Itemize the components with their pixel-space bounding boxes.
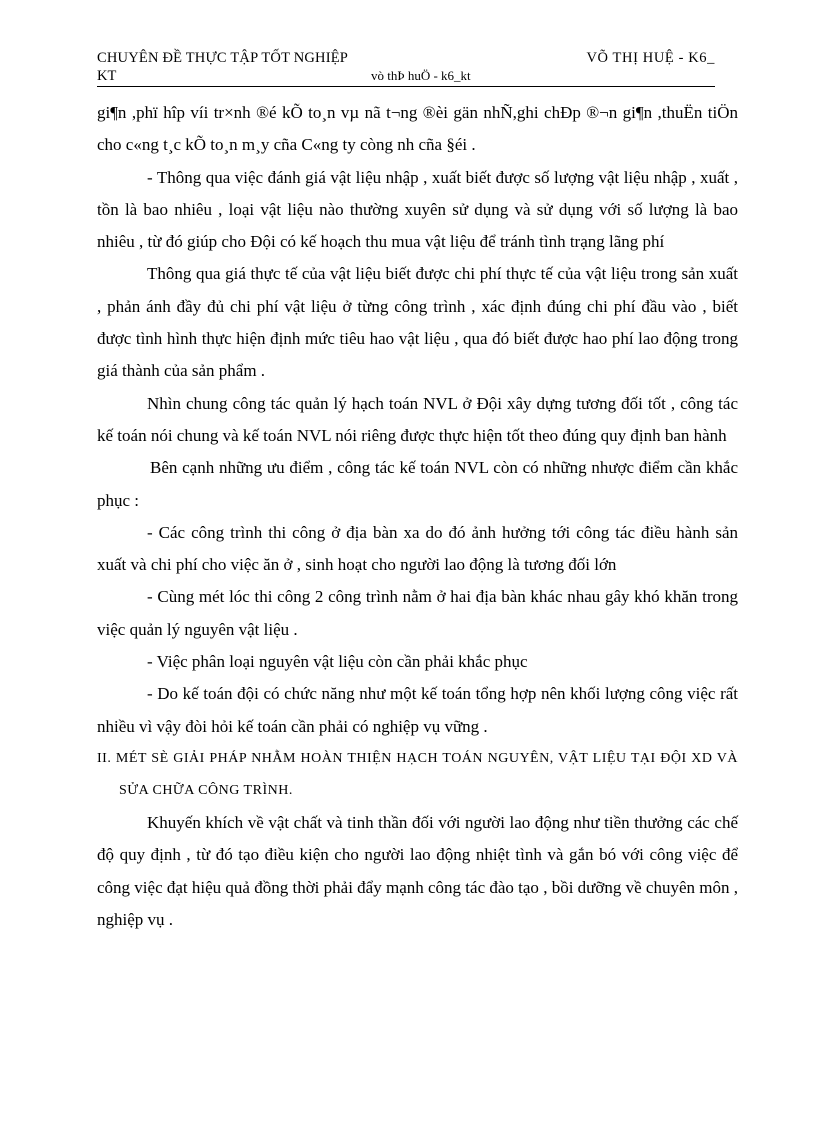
paragraph-actual-price: Thông qua giá thực tế của vật liệu biết được chi phí thực tế của vật liệu trong sản xuất , phản ánh đầy đủ chi phí vật liệu ở từng công trình , xác định đúng chi phí đầu vào , biết được tình hình thực hiện định mức tiêu hao vật liệu , qua đó biết được hao phí lao động trong giá thành của sản phẩm . (97, 264, 738, 381)
paragraph-weaknesses-intro: Bên cạnh những ưu điểm , công tác kế toán NVL còn có những nhược điểm cần khắc phục : (97, 458, 738, 510)
header-author: VÕ THỊ HUỆ - K6_ (586, 50, 715, 66)
paragraph-weakness-distance: - Các công trình thi công ở địa bàn xa do đó ảnh hưởng tới công tác điều hành sản xuất và chi phí cho việc ăn ở , sinh hoạt cho người lao động là tương đối lớn (97, 522, 738, 575)
paragraph-legacy-font-continuation: gi¶n ,phï hîp víi tr×nh ®é kÕ to¸n vµ nã t¬ng ®èi gän nhÑ,ghi chÐp ®¬n gi¶n ,thuËn tiÖn cho c«ng t¸c kÕ to¸n m¸y cña C«ng ty còng nh cña §éi . (97, 103, 738, 155)
paragraph-weakness-workload: - Do kế toán đội có chức năng như một kế toán tổng hợp nên khối lượng công việc rất nhiều vì vậy đòi hỏi kế toán cần phải có nghiệp vụ vững . (97, 684, 738, 736)
paragraph-weakness-classification: - Việc phân loại nguyên vật liệu còn cần phải khắc phục (147, 652, 528, 672)
header-title: CHUYÊN ĐỀ THỰC TẬP TỐT NGHIỆP (97, 50, 349, 66)
paragraph-incentives: Khuyến khích về vật chất và tinh thần đối với người lao động như tiền thưởng các chế độ quy định , từ đó tạo điều kiện cho người lao động nhiệt tình và gắn bó với công việc để công việc đạt hiệu quả đồng thời phải đẩy mạnh công tác đào tạo , bồi dưỡng về chuyên môn , nghiệp vụ . (97, 812, 738, 929)
page-header (97, 50, 715, 87)
header-author-legacy-font: vò thÞ huÖ - k6_kt (371, 68, 471, 83)
paragraph-material-evaluation: - Thông qua việc đánh giá vật liệu nhập , xuất biết được số lượng vật liệu nhập , xuất , tồn là bao nhiêu , loại vật liệu nào thường xuyên sử dụng và sử dụng với số lượng là bao nhiêu , từ đó giúp cho Đội có kế hoạch thu mua vật liệu để tránh tình trạng lãng phí (97, 167, 738, 252)
section-heading-ii: II. MÉT SÈ GIẢI PHÁP NHẰM HOÀN THIỆN HẠCH TOÁN NGUYÊN, VẬT LIỆU TẠI ĐỘI XD VÀ SỬA CHỮA CÔNG TRÌNH. (97, 750, 738, 798)
paragraph-weakness-two-sites: - Cùng mét lóc thi công 2 công trình nằm ở hai địa bàn khác nhau gây khó khăn trong việc quản lý nguyên vật liệu . (97, 587, 738, 639)
paragraph-overall-assessment: Nhìn chung công tác quản lý hạch toán NVL ở Đội xây dựng tương đối tốt , công tác kế toán nói chung và kế toán NVL nói riêng được thực hiện tốt theo đúng quy định ban hành (97, 393, 738, 445)
document-body (97, 97, 738, 936)
header-class-code: KT (97, 68, 117, 84)
